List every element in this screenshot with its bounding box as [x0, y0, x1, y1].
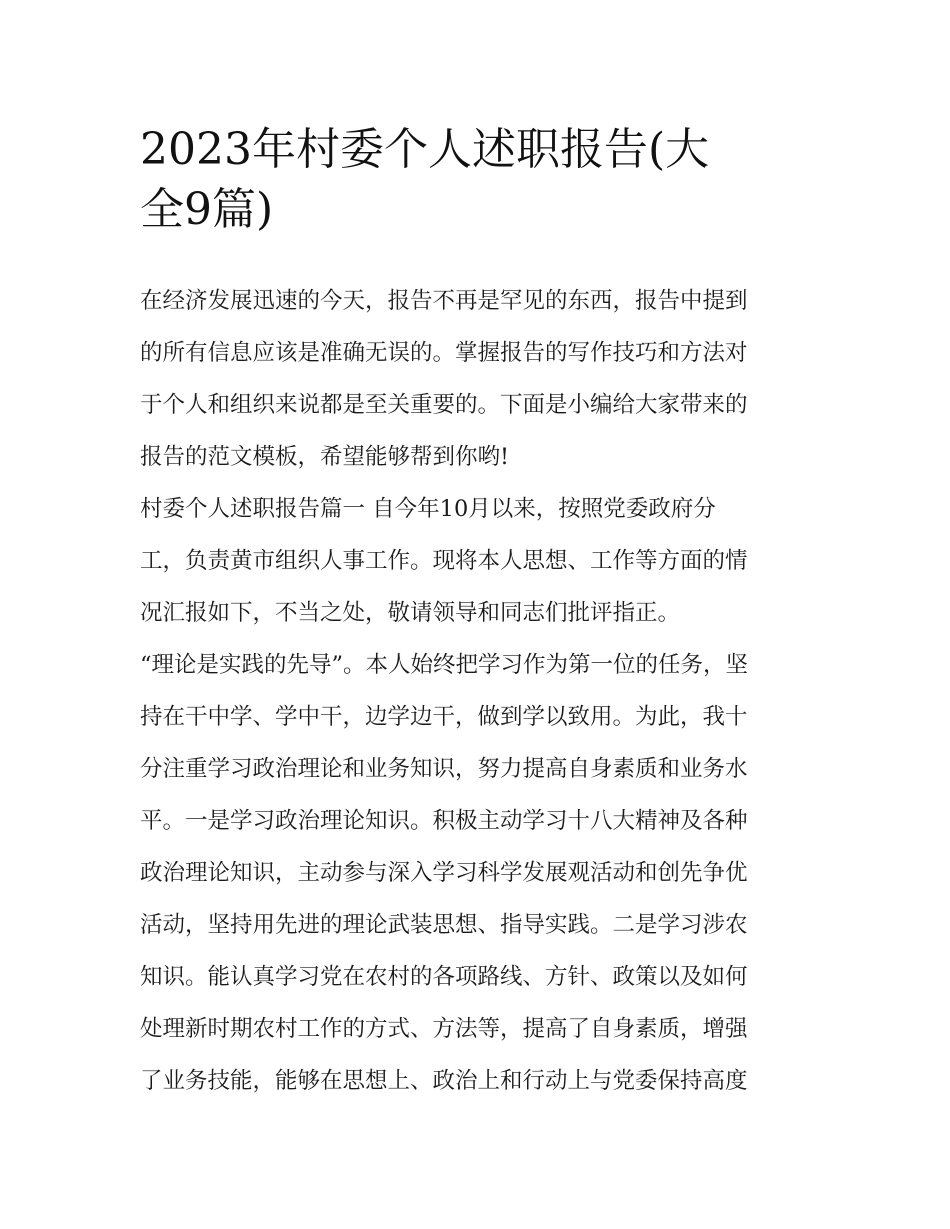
text-line: 的所有信息应该是准确无误的。掌握报告的写作技巧和方法对 [140, 340, 748, 366]
text-line: 平。一是学习政治理论知识。积极主动学习十八大精神及各种 [140, 808, 748, 834]
document-body [140, 280, 810, 1112]
text-line: 处理新时期农村工作的方式、方法等，提高了自身素质，增强 [140, 1016, 748, 1042]
text-line: “理论是实践的先导”。本人始终把学习作为第一位的任务，坚 [140, 652, 749, 678]
text-line: 村委个人述职报告篇一 自今年10月以来，按照党委政府分 [140, 496, 716, 522]
section-one-paragraph [140, 488, 810, 644]
text-line: 活动，坚持用先进的理论武装思想、指导实践。二是学习涉农 [140, 912, 748, 938]
study-paragraph [140, 644, 810, 1112]
text-line: 了业务技能，能够在思想上、政治上和行动上与党委保持高度 [140, 1068, 748, 1094]
text-line: 持在干中学、学中干，边学边干，做到学以致用。为此，我十 [140, 704, 748, 730]
intro-paragraph [140, 280, 810, 488]
text-line: 知识。能认真学习党在农村的各项路线、方针、政策以及如何 [140, 964, 748, 990]
title-line: 全9篇) [140, 184, 274, 235]
text-line: 于个人和组织来说都是至关重要的。下面是小编给大家带来的 [140, 392, 748, 418]
title-line: 2023年村委个人述职报告(大 [140, 124, 710, 175]
text-line: 政治理论知识，主动参与深入学习科学发展观活动和创先争优 [140, 860, 748, 886]
text-line: 工，负责黄市组织人事工作。现将本人思想、工作等方面的情 [140, 548, 748, 574]
text-line: 分注重学习政治理论和业务知识，努力提高自身素质和业务水 [140, 756, 748, 782]
text-line: 况汇报如下，不当之处，敬请领导和同志们批评指正。 [140, 600, 681, 626]
text-line: 报告的范文模板，希望能够帮到你哟! [140, 444, 510, 470]
document-title [140, 120, 810, 240]
text-line: 在经济发展迅速的今天，报告不再是罕见的东西，报告中提到 [140, 288, 748, 314]
